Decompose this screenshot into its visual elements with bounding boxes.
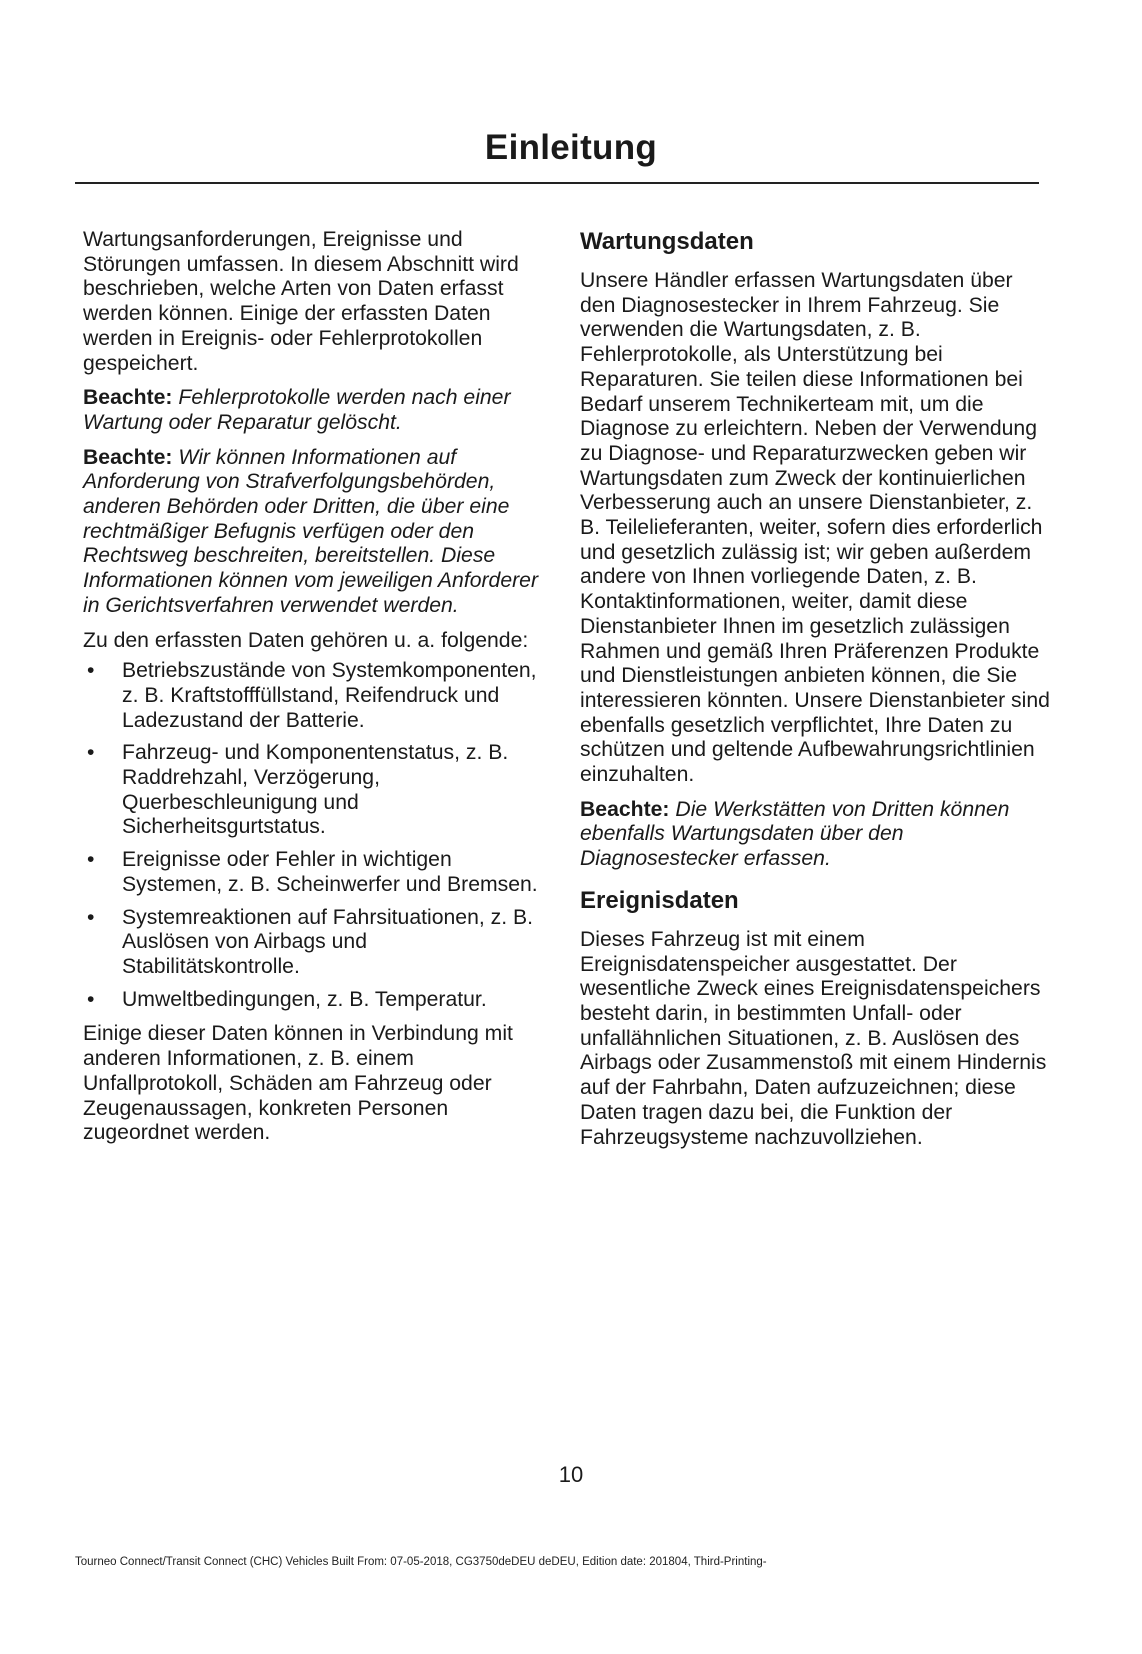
footer-text: Tourneo Connect/Transit Connect (CHC) Vehicles Built From: 07-05-2018, CG3750deDEU deDEU, Edition date: 201804, Third-Printing- — [75, 1556, 767, 1568]
list-item — [83, 906, 543, 980]
note-text: Fehlerprotokolle werden nach einer Wartung oder Reparatur gelöscht. — [83, 386, 511, 434]
note-label: Beachte: — [83, 386, 173, 410]
note-text: Die Werkstätten von Dritten können ebenfalls Wartungsdaten über den Diagnosestecker erfassen. — [580, 797, 1010, 871]
section-heading-ereignisdaten: Ereignisdaten — [580, 886, 739, 914]
list-item — [83, 741, 543, 840]
bullet-icon: • — [87, 905, 95, 929]
right-column — [580, 227, 1050, 1160]
list-item — [83, 659, 543, 733]
ereignisdaten-paragraph: Dieses Fahrzeug ist mit einem Ereignisdatenspeicher ausgestattet. Der wesentliche Zweck eines Ereignisdatenspeichers besteht darin, in bestimmten Unfall- oder unfallähnlichen Situationen, z. B. Auslösen des Airbags oder Zusammenstoß mit einem Hindernis auf der Fahrbahn, Daten aufzuzeichnen; diese Daten tragen dazu bei, die Funktion der Fahrzeugsysteme nachzuvollziehen. — [580, 927, 1047, 1149]
list-item-text: Betriebszustände von Systemkomponenten, z. B. Kraftstofffüllstand, Reifendruck und Ladezustand der Batterie. — [122, 659, 537, 732]
note-paragraph — [580, 798, 1050, 872]
note-label: Beachte: — [83, 445, 173, 469]
outro-paragraph: Einige dieser Daten können in Verbindung mit anderen Informationen, z. B. einem Unfallprotokoll, Schäden am Fahrzeug oder Zeugenaussagen, konkreten Personen zugeordnet werden. — [83, 1022, 513, 1145]
note-text: Wir können Informationen auf Anforderung von Strafverfolgungsbehörden, anderen Behörden oder Dritten, die über eine rechtmäßiger Befugnis verfügen oder den Rechtsweg beschreiten, bereitstellen. Diese Informationen können vom jeweiligen Anforderer in Gerichtsverfahren verwendet werden. — [83, 445, 539, 617]
list-item-text: Fahrzeug- und Komponentenstatus, z. B. Raddrehzahl, Verzögerung, Querbeschleunigung und Sicherheitsgurtstatus. — [122, 741, 509, 839]
page-number: 10 — [558, 1462, 584, 1487]
wartungsdaten-paragraph: Unsere Händler erfassen Wartungsdaten über den Diagnosestecker in Ihrem Fahrzeug. Sie verwenden die Wartungsdaten, z. B. Fehlerprotokolle, als Unterstützung bei Reparaturen. Sie teilen diese Informationen bei Bedarf unserem Technikerteam mit, um die Diagnose zu erleichtern. Neben der Verwendung zu Diagnose- und Reparaturzwecken geben wir Wartungsdaten zum Zweck der kontinuierlichen Verbesserung auch an unsere Dienstanbieter, z. B. Teilelieferanten, weiter, sofern dies erforderlich und gesetzlich zulässig ist; wir geben außerdem andere von Ihnen vorliegende Daten, z. B. Kontaktinformationen, weiter, damit diese Dienstanbieter Ihnen im gesetzlich zulässigen Rahmen und gemäß Ihren Präferenzen Produkte und Dienstleistungen anbieten können, die Sie interessieren könnten. Unsere Dienstanbieter sind ebenfalls gesetzlich verpflichtet, Ihre Daten zu schützen und geltende Aufbewahrungsrichtlinien einzuhalten. — [580, 269, 1050, 787]
page-title: Einleitung — [484, 128, 658, 167]
note-paragraph — [83, 386, 543, 435]
bullet-icon: • — [87, 848, 95, 872]
bullet-icon: • — [87, 987, 95, 1011]
bullet-icon: • — [87, 659, 95, 683]
list-item — [83, 988, 543, 1013]
intro-paragraph: Wartungsanforderungen, Ereignisse und Störungen umfassen. In diesem Abschnitt wird beschrieben, welche Arten von Daten erfasst werden können. Einige der erfassten Daten werden in Ereignis- oder Fehlerprotokollen gespeichert. — [83, 228, 519, 375]
list-item — [83, 848, 543, 897]
data-list — [83, 659, 543, 1012]
note-paragraph — [83, 446, 543, 619]
title-divider — [75, 182, 1039, 184]
bullet-icon: • — [87, 741, 95, 765]
list-item-text: Ereignisse oder Fehler in wichtigen Systemen, z. B. Scheinwerfer und Bremsen. — [122, 848, 538, 896]
list-item-text: Umweltbedingungen, z. B. Temperatur. — [122, 987, 487, 1011]
left-column — [83, 228, 543, 1156]
list-item-text: Systemreaktionen auf Fahrsituationen, z. B. Auslösen von Airbags und Stabilitätskontrolle. — [122, 905, 534, 978]
section-heading-wartungsdaten: Wartungsdaten — [580, 228, 754, 255]
note-label: Beachte: — [580, 797, 670, 821]
list-intro: Zu den erfassten Daten gehören u. a. folgende: — [83, 628, 529, 652]
